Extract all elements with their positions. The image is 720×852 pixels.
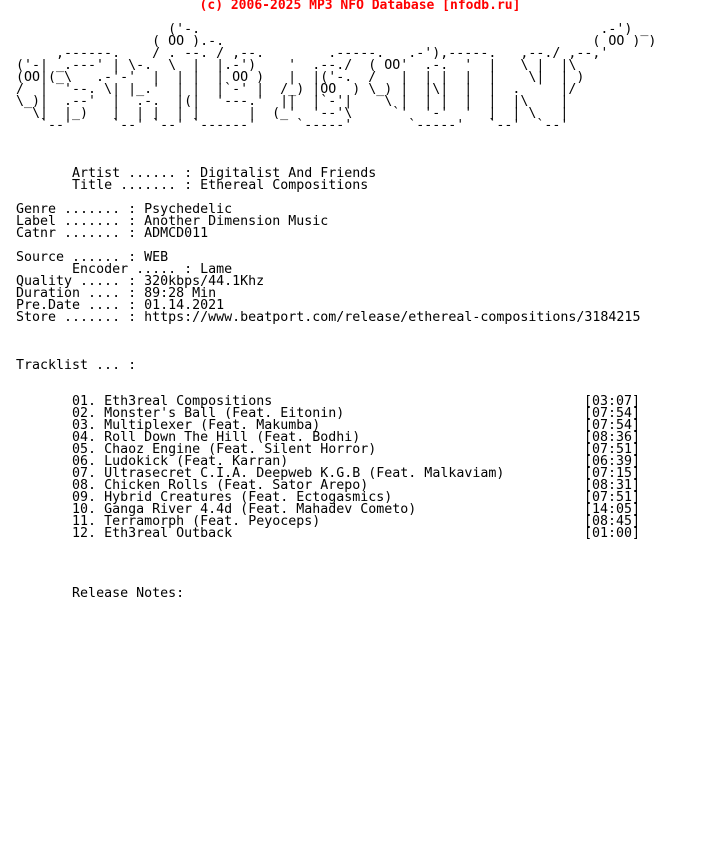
artist-value: Digitalist And Friends <box>200 166 377 181</box>
store-row: Store ....... : https://www.beatport.com/release/ethereal-compositions/3184215 <box>16 310 641 325</box>
source-row: Source ...... : WEB <box>16 250 169 265</box>
tracklist <box>16 396 640 540</box>
track-title: Monster's Ball (Feat. Eitonin) <box>104 406 345 421</box>
track-title: Roll Down The Hill (Feat. Bodhi) <box>104 430 361 445</box>
track-number: 12. <box>72 526 97 541</box>
track-title: Eth3real Outback <box>104 526 233 541</box>
store-link[interactable]: https://www.beatport.com/release/ethereal-compositions/3184215 <box>144 310 641 325</box>
track-number: 05. <box>72 442 97 457</box>
track-duration: [14:05] <box>584 502 641 517</box>
track-duration: [07:15] <box>584 466 641 481</box>
track-number: 10. <box>72 502 97 517</box>
tracklist-heading: Tracklist ... : <box>16 358 137 373</box>
track-row <box>16 528 640 540</box>
encoder-value: Lame <box>200 262 233 277</box>
catnr-label: Catnr ....... <box>16 226 121 241</box>
track-title: Multiplexer (Feat. Makumba) <box>104 418 321 433</box>
track-title: Chicken Rolls (Feat. Sator Arepo) <box>104 478 369 493</box>
track-number: 11. <box>72 514 97 529</box>
track-number: 01. <box>72 394 97 409</box>
track-title: Ultrasecret C.I.A. Deepweb K.G.B (Feat. Malkaviam) <box>104 466 505 481</box>
track-title: Ludokick (Feat. Karran) <box>104 454 289 469</box>
label-value: Another Dimension Music <box>144 214 329 229</box>
track-number: 04. <box>72 430 97 445</box>
quality-value: 320kbps/44.1Khz <box>144 274 265 289</box>
copyright-banner: (c) 2006-2025 MP3 NFO Database [nfodb.ru] <box>199 0 521 13</box>
release-notes-label: Release Notes: <box>72 586 185 601</box>
title-value: Ethereal Compositions <box>200 178 369 193</box>
artist-row: Artist ...... : Digitalist And Friends <box>72 166 377 181</box>
title-row: Title ....... : Ethereal Compositions <box>72 178 369 193</box>
quality-row: Quality ..... : 320kbps/44.1Khz <box>16 274 265 289</box>
source-label: Source ...... <box>16 250 121 265</box>
track-number: 09. <box>72 490 97 505</box>
track-duration: [08:31] <box>584 478 641 493</box>
track-number: 02. <box>72 406 97 421</box>
title-label: Title ....... <box>72 178 177 193</box>
track-number: 06. <box>72 454 97 469</box>
track-title: Terramorph (Feat. Peyoceps) <box>104 514 321 529</box>
track-title: Hybrid Creatures (Feat. Ectogasmics) <box>104 490 393 505</box>
track-duration: [07:51] <box>584 490 641 505</box>
label-label: Label ....... <box>16 214 121 229</box>
track-duration: [01:00] <box>584 526 641 541</box>
track-duration: [03:07] <box>584 394 641 409</box>
genre-value: Psychedelic <box>144 202 233 217</box>
store-label: Store ....... <box>16 310 121 325</box>
release-info <box>16 168 640 600</box>
predate-row: Pre.Date .... : 01.14.2021 <box>16 298 225 313</box>
track-number: 07. <box>72 466 97 481</box>
track-number: 08. <box>72 478 97 493</box>
track-title: Chaoz Engine (Feat. Silent Horror) <box>104 442 377 457</box>
track-duration: [08:45] <box>584 514 641 529</box>
duration-label: Duration .... <box>16 286 121 301</box>
track-number: 03. <box>72 418 97 433</box>
quality-label: Quality ..... <box>16 274 121 289</box>
label-row: Label ....... : Another Dimension Music <box>16 214 329 229</box>
genre-label: Genre ....... <box>16 202 121 217</box>
catnr-value: ADMCD011 <box>144 226 209 241</box>
encoder-label: Encoder ..... <box>72 262 177 277</box>
genre-row: Genre ....... : Psychedelic <box>16 202 233 217</box>
artist-label: Artist ...... <box>72 166 177 181</box>
catnr-row: Catnr ....... : ADMCD011 <box>16 226 209 241</box>
duration-value: 89:28 Min <box>144 286 217 301</box>
track-duration: [07:51] <box>584 442 641 457</box>
track-title: Ganga River 4.4d (Feat. Mahadev Cometo) <box>104 502 417 517</box>
track-title: Eth3real Compositions <box>104 394 273 409</box>
encoder-row: Encoder ..... : Lame <box>72 262 233 277</box>
track-duration: [06:39] <box>584 454 641 469</box>
source-value: WEB <box>144 250 169 265</box>
track-duration: [08:36] <box>584 430 641 445</box>
ascii-logo: ('-. .-') _ ( OO ).-. ( OO ) ) ,------. / . --. / ,--. .-----. .-'),-----. ,--./ ,--,' ('-| _.---' | \-. \ | |.-') ' .--./ ( OO' .-. ' | \ | |\ (OO|(_\ .-'-' | | | | OO ) | |('-. / | | | | | \| | ) / | '--. \| |_.' | | |`-' | /_) |OO ) \_) | |\| | | . |/ \_)| .--' | .-. |(| '---.' || |`-'| \ | | | | | |\ | \| |_) | | | | | | (_' '--'\ `' '-' ' | | \ | `--' `--' `--' `------' `-----' `-----' `--' `--' <box>16 22 657 133</box>
track-duration: [07:54] <box>584 418 641 433</box>
predate-label: Pre.Date .... <box>16 298 121 313</box>
release-notes-heading <box>16 588 640 600</box>
track-duration: [07:54] <box>584 406 641 421</box>
predate-value: 01.14.2021 <box>144 298 225 313</box>
duration-row: Duration .... : 89:28 Min <box>16 286 217 301</box>
